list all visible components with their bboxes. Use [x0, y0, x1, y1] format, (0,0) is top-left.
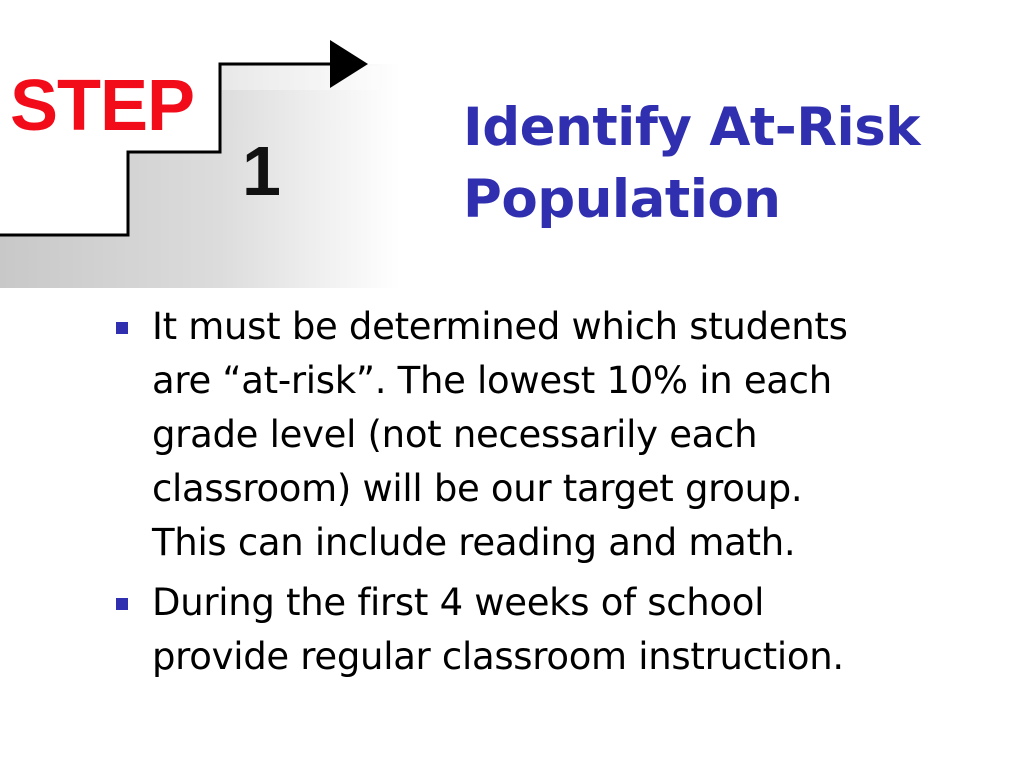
bullet-item	[112, 576, 942, 684]
bullet-text: During the first 4 weeks of school provide regular classroom instruction.	[152, 581, 844, 678]
bullet-item	[112, 300, 942, 570]
bullet-list	[112, 300, 942, 690]
step-graphic	[0, 30, 400, 290]
square-bullet-icon	[116, 598, 128, 610]
bullet-text: It must be determined which students are “at-risk”. The lowest 10% in each grade level (not necessarily each classroom) will be our target group. This can include reading and math.	[152, 305, 848, 564]
slide-title-line-2: Population	[463, 169, 781, 230]
slide-title-line-1: Identify At-Risk	[463, 97, 921, 158]
step-word: STEP	[10, 66, 195, 146]
square-bullet-icon	[116, 322, 128, 334]
slide-title	[463, 92, 1003, 236]
step-number: 1	[242, 132, 281, 210]
